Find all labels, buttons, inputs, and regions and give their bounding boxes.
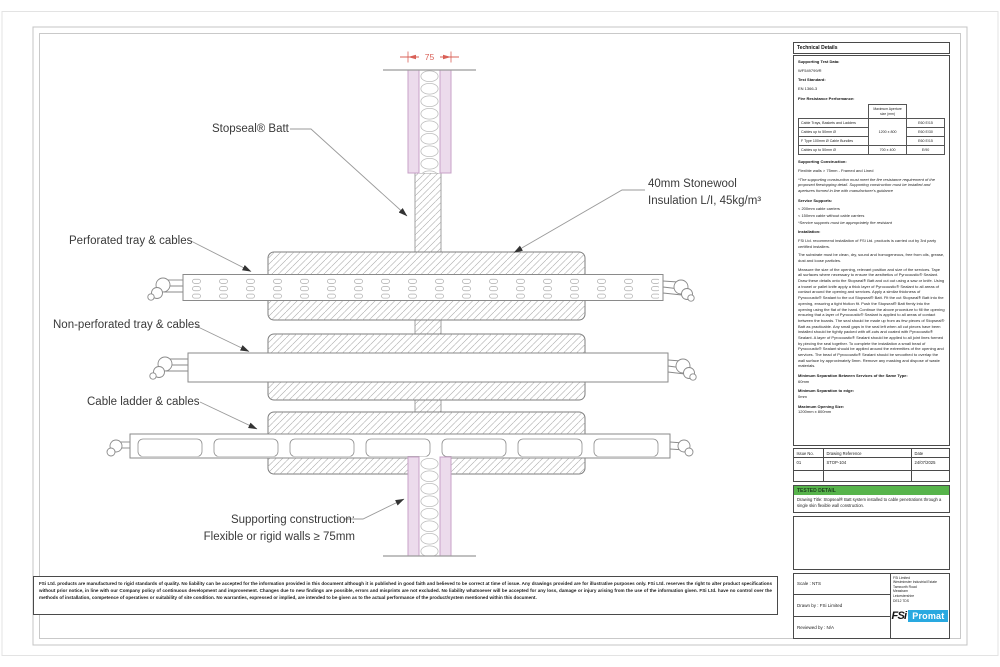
section-heading: Minimum Separation Between Services of the Same Type: (798, 372, 908, 378)
drawn-by-cell: Drawn by : FSi Limited (794, 594, 891, 616)
date-header: Date (912, 449, 950, 458)
test-standard-section (798, 77, 945, 91)
issue-no-cell (794, 471, 824, 482)
issue-no-header: Issue No. (794, 449, 824, 458)
title-block (793, 573, 950, 639)
address-line: FSi Limited (893, 575, 910, 580)
panel-title: Technical Details (793, 42, 950, 54)
test-data-value: WF549799/R (798, 67, 822, 73)
fire-performance-table (798, 104, 945, 155)
section-heading: Maximum Opening Size: (798, 403, 845, 409)
leader-ladder (200, 402, 257, 429)
insulation-label-line1: 40mm Stonewool (648, 178, 737, 190)
reviewed-by-cell: Reviewed by : N/A (794, 616, 891, 638)
supporting-construction-label (168, 512, 355, 545)
cables-right (668, 359, 696, 380)
title-block-row (794, 573, 950, 594)
cable-ladder-label: Cable ladder & cables (87, 396, 200, 408)
address-line: Tamworth Road (893, 584, 917, 589)
scale-cell: Scale : NTS (794, 573, 891, 594)
drawing-title: Drawing Title: Stopseal® Batt system installed to cable penetrations through a single skin flexible wall construction. (797, 497, 942, 509)
empty-header-cell (799, 105, 869, 119)
supporting-construction-value: Flexible walls > 75mm - Framed and Lined (798, 168, 874, 174)
technical-details-panel (793, 42, 950, 639)
service-supports-section (798, 198, 945, 226)
section-heading: Supporting Construction: (798, 159, 847, 165)
cable-ladder (107, 434, 693, 458)
section-heading: Service Supports: (798, 197, 833, 203)
section-heading: Supporting Test Data: (798, 59, 840, 64)
tested-detail-banner: TESTED DETAIL (794, 486, 949, 495)
leader-perforated (191, 241, 251, 272)
max-opening-section (798, 404, 945, 415)
company-address (893, 576, 947, 604)
supporting-construction-section (798, 159, 945, 193)
min-edge-value: 0mm (798, 393, 807, 399)
service-cell: Cables up to 50mm Ø (799, 128, 869, 137)
supporting-construction-note: *The supporting construction must meet the fire resistance requirement of the proposed firestopping detail. Supporting construction must be installed and apertures formed in line with manufacturer's guidance (798, 176, 935, 194)
section-heading: Installation: (798, 229, 821, 235)
empty-header-cell (907, 105, 945, 119)
issue-no-cell: 01 (794, 458, 824, 471)
supporting-label-line1: Supporting construction: (230, 514, 355, 526)
installation-paragraph: FSi Ltd. recommend installation of FSi Ltd. products is carried out by 3rd party certified installers. (798, 238, 937, 249)
table-row (799, 105, 945, 119)
aperture-header-cell: Maximum Aperture size (mm) (869, 105, 907, 119)
issue-table (793, 448, 950, 482)
service-cell: F Type 100mm Ø Cable Bundles (799, 137, 869, 146)
issue-row-empty (794, 471, 950, 482)
cables-right (670, 440, 693, 456)
supporting-test-data-section (798, 59, 945, 73)
panel-body (793, 55, 950, 446)
max-opening-value: 1200mm x 800mm (798, 409, 832, 415)
address-line: DE12 7DS (893, 598, 910, 603)
cables-right (663, 280, 694, 301)
perforated-tray-label: Perforated tray & cables (69, 235, 193, 247)
leader-non-perforated (196, 326, 249, 352)
drawing-reference-cell (824, 471, 912, 482)
aperture-cell: 700 x 400 (869, 146, 907, 155)
rating-cell: E60 E/15 (907, 137, 945, 146)
service-support-item: < 200mm cable carriers (798, 206, 840, 212)
aperture-cell: 1200 x 800 (869, 119, 907, 146)
cables-left (107, 440, 130, 456)
test-standard-value: EN 1366-3 (798, 86, 818, 92)
issue-header-row (794, 449, 950, 458)
non-perforated-tray-label: Non-perforated tray & cables (53, 319, 201, 331)
issue-row (794, 458, 950, 471)
leader-insulation (514, 190, 645, 253)
wall-bottom-segment (408, 457, 451, 556)
fsi-promat-logo (893, 610, 947, 622)
address-line: Leicestershire (893, 593, 915, 598)
service-cell: Cables up to 50mm Ø (799, 146, 869, 155)
company-cell (891, 573, 950, 638)
min-separation-section (798, 373, 945, 384)
table-row (799, 119, 945, 128)
dimension-value: 75 (424, 52, 435, 62)
rating-cell: E/90 (907, 146, 945, 155)
cables-left (150, 357, 188, 379)
wall-top-segment (408, 70, 451, 173)
service-supports-note: *Service supports must be appropriately fire resistant (798, 219, 892, 225)
leader-stopseal (290, 129, 407, 216)
supporting-label-line2: Flexible or rigid walls ≥ 75mm (203, 530, 355, 543)
min-edge-section (798, 388, 945, 399)
installation-paragraph: Measure the size of the opening, relevant position and size of the services. Tape all surfaces where necessary to ensure the aesthetics of Pyrocoustic® Sealant. Draw these details onto the Stopseal® Batt and cut out using a saw or knife. Using a trowel or pallet knife apply a thick layer of Pyrocoustic® Sealant to all areas of contact around the opening and services. Apply a similar thickness of Pyrocoustic® Sealant to the cut Stopseal® Batt. Fit the cut Stopseal® Batt into the opening, ensuring a tight friction fit. Push the Stopseal® Batt firmly into the opening using the flat of the hand. Continue the above procedure to fill the opening ensuring that a layer of Pyrocoustic® Sealant is applied to all areas of contact between the boards. The seal should be made up from as few pieces of Stopseal® Batt as practicable. Any small gaps in the seal left when all cut pieces have been installed should be tightly packed with off-cuts and coated with Pyrocoustic® Sealant. A layer of Pyrocoustic® Sealant should be applied to all joint lines formed by piecing the seal together. To complete the installation a small bead of Pyrocoustic® Sealant should be applied around the extremities of the opening and services. The bead of Pyrocoustic® Sealant should be smoothed to overlap the wall surface by approximately 5mm. Remove any masking and dispose of waste materials. (798, 266, 945, 369)
min-separation-value: 60mm (798, 378, 810, 384)
perforated-tray (148, 275, 694, 302)
installation-paragraph: The substrate must be clean, dry, sound and homogeneous, free from oils, grease, dust and loose particles. (798, 252, 945, 264)
section-heading: Test Standard: (798, 77, 826, 83)
date-cell (912, 471, 950, 482)
dimension-75 (400, 52, 459, 63)
address-line: Measham (893, 589, 908, 594)
fire-performance-section (798, 96, 945, 156)
insulation-label (648, 176, 761, 209)
rating-cell: E60 E/30 (907, 128, 945, 137)
drawing-reference-cell: STOP-104 (824, 458, 912, 471)
service-support-item: < 150mm cable without cable carriers (798, 213, 865, 219)
non-perforated-tray (150, 353, 696, 382)
cables-left (148, 278, 183, 300)
insulation-label-line2: Insulation L/I, 45kg/m³ (648, 194, 762, 207)
installation-section (798, 229, 945, 368)
address-line: Westminster Industrial Estate (893, 580, 938, 585)
disclaimer-text: FSi Ltd. products are manufactured to rigid standards of quality. No liability can be accepted for the information provided in this document although it is published in good faith and believed to be correct at time of issue. Any drawings provided are for illustrative purposes only. FSi Ltd. reserves the right to alter product specifications without prior notice, in line with our Company policy of continuous development and improvement. Changes due to new findings are possible, errors and misprints are not excluded. No liability whatsoever will be accepted for any loss, damage or injury arising from the use of the information given. FSi Ltd. have no control over the methods of installation, competence of operatives or suitability of site condition. No warranties, expressed or implied, are intended to be given as to the actual performance of the product/system mentioned within this document. (33, 576, 778, 615)
section-heading: Fire Resistance Performance: (798, 95, 855, 101)
promat-logo-badge: Promat (908, 610, 948, 622)
notes-empty-box (793, 516, 950, 570)
rating-cell: E60 E/15 (907, 119, 945, 128)
date-cell: 24/07/2025 (912, 458, 950, 471)
stopseal-batt-label: Stopseal® Batt (212, 123, 289, 135)
tested-detail-box (793, 485, 950, 513)
drawing-reference-header: Drawing Reference (824, 449, 912, 458)
service-cell: Cable Trays, Baskets and Ladders (799, 119, 869, 128)
table-row (799, 146, 945, 155)
fsi-logo-text: FSi (891, 610, 907, 623)
section-heading: Minimum Separation to edge: (798, 388, 855, 394)
